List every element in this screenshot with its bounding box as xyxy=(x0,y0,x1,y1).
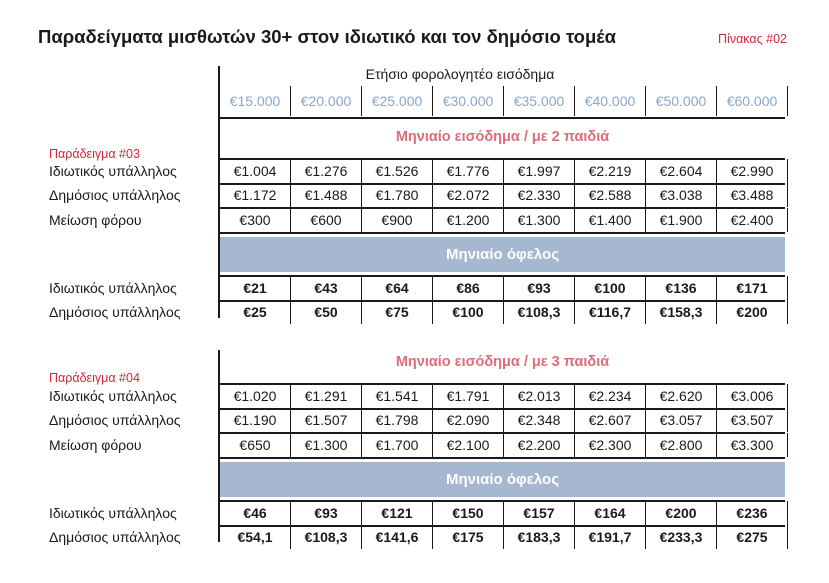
table-cell: €1.291 xyxy=(291,384,362,408)
table-row xyxy=(0,300,829,324)
table-cell: €136 xyxy=(646,276,717,300)
table-cell: €3.300 xyxy=(717,433,788,457)
table-cell: €1.791 xyxy=(433,384,504,408)
table-cell: €2.072 xyxy=(433,183,504,207)
table-cell: €1.776 xyxy=(433,159,504,183)
table-cell: €1.488 xyxy=(291,183,362,207)
table-cell: €175 xyxy=(433,525,504,549)
table-cell: €3.507 xyxy=(717,408,788,432)
table-cell: €86 xyxy=(433,276,504,300)
income-column-header: €40.000 xyxy=(575,86,646,116)
table-cell: €300 xyxy=(220,208,291,232)
table-cell: €158,3 xyxy=(646,300,717,324)
table-cell: €191,7 xyxy=(575,525,646,549)
table-cell: €46 xyxy=(220,501,291,525)
table-cell: €2.620 xyxy=(646,384,717,408)
table-cell: €1.541 xyxy=(362,384,433,408)
table-cell: €183,3 xyxy=(504,525,575,549)
table-row xyxy=(0,276,829,300)
table-row xyxy=(0,159,829,183)
table-cell: €2.200 xyxy=(504,433,575,457)
table-cell: €64 xyxy=(362,276,433,300)
table-cell: €1.004 xyxy=(220,159,291,183)
divider xyxy=(218,275,785,277)
row-label: Ιδιωτικός υπάλληλος xyxy=(49,163,177,179)
income-column-header: €20.000 xyxy=(291,86,362,116)
table-row xyxy=(0,408,829,432)
row-label: Μείωση φόρου xyxy=(49,212,142,228)
table-reference: Πίνακας #02 xyxy=(718,32,787,46)
divider xyxy=(218,232,785,234)
section2-heading: Μηνιαίο εισόδημα / με 3 παιδιά xyxy=(395,354,610,370)
table-cell: €2.219 xyxy=(575,159,646,183)
table-cell: €1.172 xyxy=(220,183,291,207)
table-cell: €3.057 xyxy=(646,408,717,432)
table-cell: €2.800 xyxy=(646,433,717,457)
table-cell: €2.090 xyxy=(433,408,504,432)
table-cell: €157 xyxy=(504,501,575,525)
table-cell: €236 xyxy=(717,501,788,525)
table-cell: €93 xyxy=(504,276,575,300)
axis-title: Ετήσιο φορολογητέο εισόδημα xyxy=(365,66,555,82)
table-cell: €1.507 xyxy=(291,408,362,432)
table-cell: €2.400 xyxy=(717,208,788,232)
table-row xyxy=(0,208,829,232)
section2-example-label: Παράδειγμα #04 xyxy=(49,371,140,385)
table-cell: €1.190 xyxy=(220,408,291,432)
row-label: Ιδιωτικός υπάλληλος xyxy=(49,388,177,404)
table-cell: €43 xyxy=(291,276,362,300)
row-label: Δημόσιος υπάλληλος xyxy=(49,187,181,203)
row-label: Δημόσιος υπάλληλος xyxy=(49,412,181,428)
table-cell: €54,1 xyxy=(220,525,291,549)
table-cell: €233,3 xyxy=(646,525,717,549)
table-row xyxy=(0,384,829,408)
section2-benefit-heading: Μηνιαίο όφελος xyxy=(220,462,785,497)
table-cell: €1.020 xyxy=(220,384,291,408)
section1-example-label: Παράδειγμα #03 xyxy=(49,147,140,161)
income-column-header: €15.000 xyxy=(220,86,291,116)
table-row xyxy=(0,525,829,549)
row-label: Μείωση φόρου xyxy=(49,437,142,453)
table-cell: €2.013 xyxy=(504,384,575,408)
table-cell: €1.780 xyxy=(362,183,433,207)
divider xyxy=(218,158,785,160)
income-column-header: €25.000 xyxy=(362,86,433,116)
divider xyxy=(218,500,785,502)
row-label: Δημόσιος υπάλληλος xyxy=(49,304,181,320)
table-cell: €150 xyxy=(433,501,504,525)
table-cell: €3.038 xyxy=(646,183,717,207)
table-cell: €2.604 xyxy=(646,159,717,183)
table-cell: €25 xyxy=(220,300,291,324)
table-cell: €2.330 xyxy=(504,183,575,207)
divider xyxy=(218,457,785,459)
table-row xyxy=(0,433,829,457)
table-cell: €50 xyxy=(291,300,362,324)
table-cell: €1.526 xyxy=(362,159,433,183)
table-cell: €171 xyxy=(717,276,788,300)
table-cell: €3.488 xyxy=(717,183,788,207)
row-label: Δημόσιος υπάλληλος xyxy=(49,529,181,545)
table-cell: €93 xyxy=(291,501,362,525)
divider xyxy=(218,383,785,385)
income-column-header: €60.000 xyxy=(717,86,788,116)
table-cell: €3.006 xyxy=(717,384,788,408)
table-cell: €116,7 xyxy=(575,300,646,324)
income-column-header: €50.000 xyxy=(646,86,717,116)
table-cell: €2.607 xyxy=(575,408,646,432)
table-cell: €900 xyxy=(362,208,433,232)
table-cell: €275 xyxy=(717,525,788,549)
section1-benefit-heading: Μηνιαίο όφελος xyxy=(220,237,785,272)
income-column-header: €30.000 xyxy=(433,86,504,116)
table-row xyxy=(0,501,829,525)
table-cell: €21 xyxy=(220,276,291,300)
section1-heading: Μηνιαίο εισόδημα / με 2 παιδιά xyxy=(395,129,610,145)
table-cell: €121 xyxy=(362,501,433,525)
divider xyxy=(218,117,785,119)
table-cell: €1.900 xyxy=(646,208,717,232)
table-cell: €2.234 xyxy=(575,384,646,408)
table-cell: €1.300 xyxy=(504,208,575,232)
row-label: Ιδιωτικός υπάλληλος xyxy=(49,505,177,521)
table-cell: €1.200 xyxy=(433,208,504,232)
income-column-header: €35.000 xyxy=(504,86,575,116)
table-cell: €2.588 xyxy=(575,183,646,207)
income-header-row xyxy=(220,86,788,116)
table-cell: €2.348 xyxy=(504,408,575,432)
page-title: Παραδείγματα μισθωτών 30+ στον ιδιωτικό και τον δημόσιο τομέα xyxy=(38,26,617,47)
table-cell: €650 xyxy=(220,433,291,457)
table-cell: €2.100 xyxy=(433,433,504,457)
table-cell: €75 xyxy=(362,300,433,324)
table-cell: €100 xyxy=(575,276,646,300)
table-cell: €1.300 xyxy=(291,433,362,457)
row-label: Ιδιωτικός υπάλληλος xyxy=(49,280,177,296)
table-cell: €108,3 xyxy=(291,525,362,549)
table-cell: €164 xyxy=(575,501,646,525)
table-cell: €1.798 xyxy=(362,408,433,432)
table-cell: €200 xyxy=(646,501,717,525)
table-cell: €200 xyxy=(717,300,788,324)
table-cell: €141,6 xyxy=(362,525,433,549)
table-cell: €1.276 xyxy=(291,159,362,183)
table-cell: €100 xyxy=(433,300,504,324)
table-row xyxy=(0,183,829,207)
table-cell: €1.700 xyxy=(362,433,433,457)
table-cell: €600 xyxy=(291,208,362,232)
table-cell: €1.400 xyxy=(575,208,646,232)
table-cell: €108,3 xyxy=(504,300,575,324)
table-cell: €2.300 xyxy=(575,433,646,457)
table-cell: €1.997 xyxy=(504,159,575,183)
table-cell: €2.990 xyxy=(717,159,788,183)
